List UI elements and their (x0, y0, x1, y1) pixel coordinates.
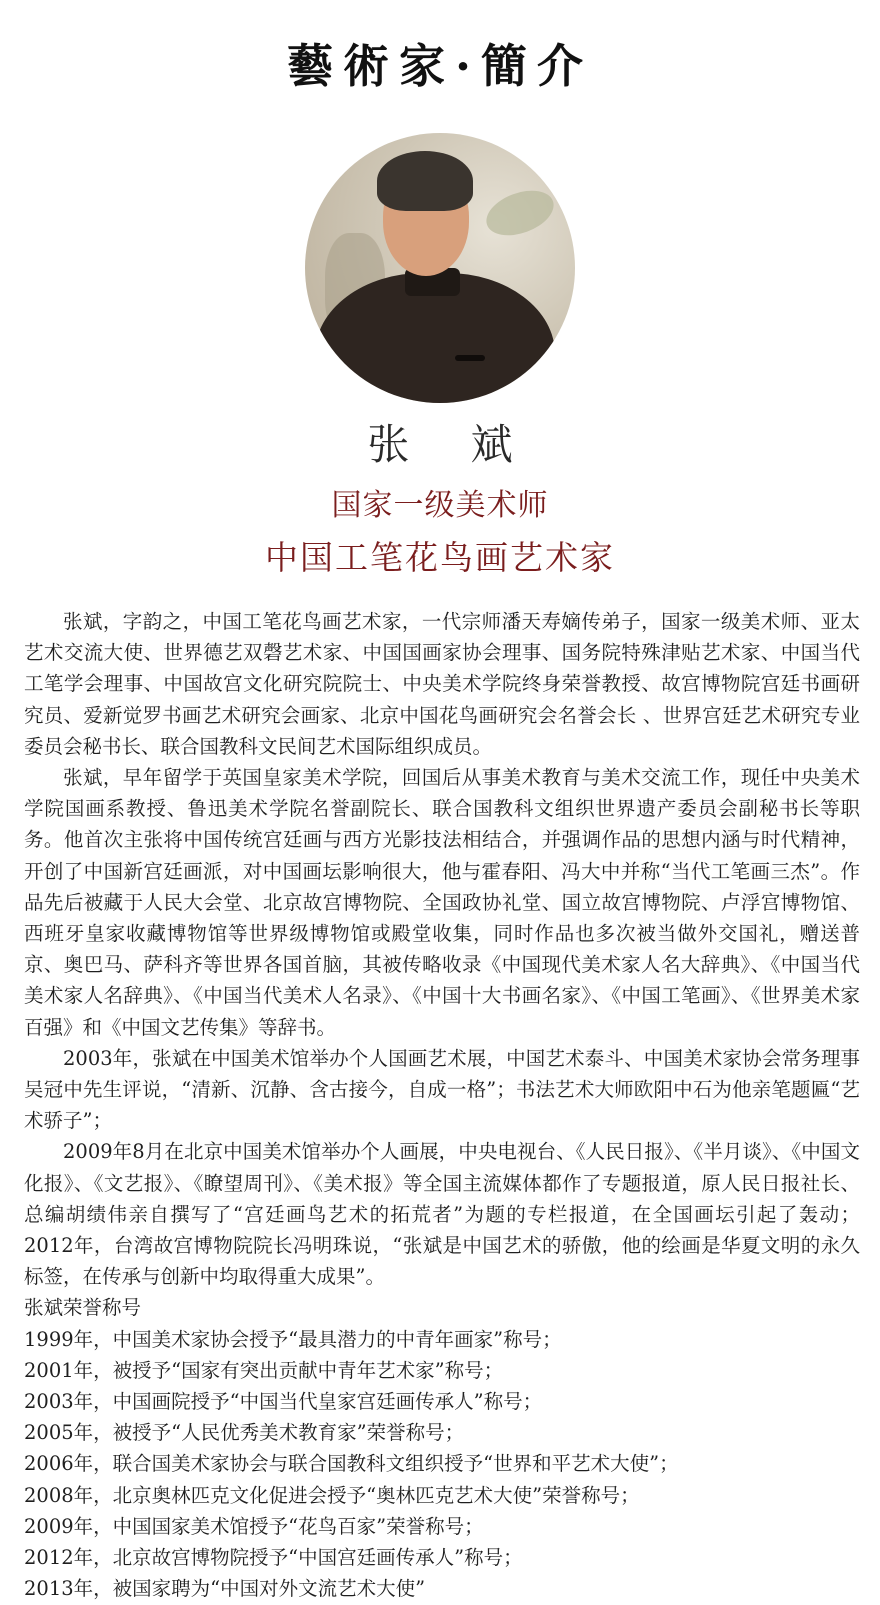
artist-title-genre: 中国工笔花鸟画艺术家 (265, 538, 615, 577)
honor-item: 2006年，联合国美术家协会与联合国教科文组织授予“世界和平艺术大使”； (24, 1452, 679, 1476)
honors-list (24, 1324, 860, 1605)
artist-portrait (305, 133, 575, 403)
artist-name: 张 斌 (367, 420, 537, 469)
bio-paragraph: 2009年8月在北京中国美术馆举办个人画展，中央电视台、《人民日报》、《半月谈》、《中国文化报》、《文艺报》、《瞭望周刊》、《美术报》等全国主流媒体都作了专题报道，原人民日报社长、总编胡绩伟亲自撰写了“宫廷画鸟艺术的拓荒者”为题的专栏报道，在全国画坛引起了轰动； 2012年，台湾故宫博物院院长冯明珠说，“张斌是中国艺术的骄傲，他的绘画是华夏文明的永久标签，在传承与创新中均取得重大成果”。 (24, 1140, 860, 1289)
portrait-frog-button (455, 355, 485, 361)
honor-item: 2008年，北京奥林匹克文化促进会授予“奥林匹克艺术大使”荣誉称号； (24, 1483, 640, 1507)
page-title: 藝術家·簡介 (286, 39, 593, 93)
honor-item: 2001年，被授予“国家有突出贡献中青年艺术家”称号； (24, 1358, 504, 1382)
portrait-hair (377, 151, 473, 211)
honors-heading: 张斌荣誉称号 (24, 1296, 142, 1320)
honor-item: 2009年，中国国家美术馆授予“花鸟百家”荣誉称号； (24, 1514, 484, 1538)
background-painting-detail (480, 182, 559, 244)
bio-paragraph: 张斌，早年留学于英国皇家美术学院，回国后从事美术教育与美术交流工作，现任中央美术学院国画系教授、鲁迅美术学院名誉副院长、联合国教科文组织世界遗产委员会副秘书长等职务。他首次主张将中国传统宫廷画与西方光影技法相结合，并强调作品的思想内涵与时代精神，开创了中国新宫廷画派，对中国画坛影响很大，他与霍春阳、冯大中并称“当代工笔画三杰”。作品先后被藏于人民大会堂、北京故宫博物院、全国政协礼堂、国立故宫博物院、卢浮宫博物馆、西班牙皇家收藏博物馆等世界级博物馆或殿堂收集，同时作品也多次被当做外交国礼，赠送普京、奥巴马、萨科齐等世界各国首脑，其被传略收录《中国现代美术家人名大辞典》、《中国当代美术家人名辞典》、《中国当代美术人名录》、《中国十大书画名家》、《中国工笔画》、《世界美术家百强》和《中国文艺传集》等辞书。 (24, 766, 860, 1039)
biography (24, 606, 860, 1605)
honor-item: 1999年，中国美术家协会授予“最具潜力的中青年画家”称号； (24, 1327, 562, 1351)
bio-paragraph: 张斌，字韵之，中国工笔花鸟画艺术家，一代宗师潘天寿嫡传弟子，国家一级美术师、亚太艺术交流大使、世界德艺双磬艺术家、中国国画家协会理事、国务院特殊津贴艺术家、中国当代工笔学会理事、中国故宫文化研究院院士、中央美术学院终身荣誉教授、故宫博物院宫廷书画研究员、爱新觉罗书画艺术研究会画家、北京中国花鸟画研究会名誉会长 、世界宫廷艺术研究专业委员会秘书长、联合国教科文民间艺术国际组织成员。 (24, 610, 860, 758)
artist-title-rank: 国家一级美术师 (331, 488, 549, 523)
honor-item: 2003年，中国画院授予“中国当代皇家宫廷画传承人”称号； (24, 1390, 543, 1414)
honor-item: 2005年，被授予“人民优秀美术教育家”荣誉称号； (24, 1421, 465, 1445)
honor-item: 2012年，北京故宫博物院授予“中国宫廷画传承人”称号； (24, 1546, 523, 1570)
bio-paragraph: 2003年，张斌在中国美术馆举办个人国画艺术展，中国艺术泰斗、中国美术家协会常务理事吴冠中先生评说，“清新、沉静、含古接今，自成一格”；书法艺术大师欧阳中石为他亲笔题匾“艺术骄子”； (24, 1046, 860, 1133)
honor-item: 2013年，被国家聘为“中国对外文流艺术大使” (24, 1577, 426, 1601)
